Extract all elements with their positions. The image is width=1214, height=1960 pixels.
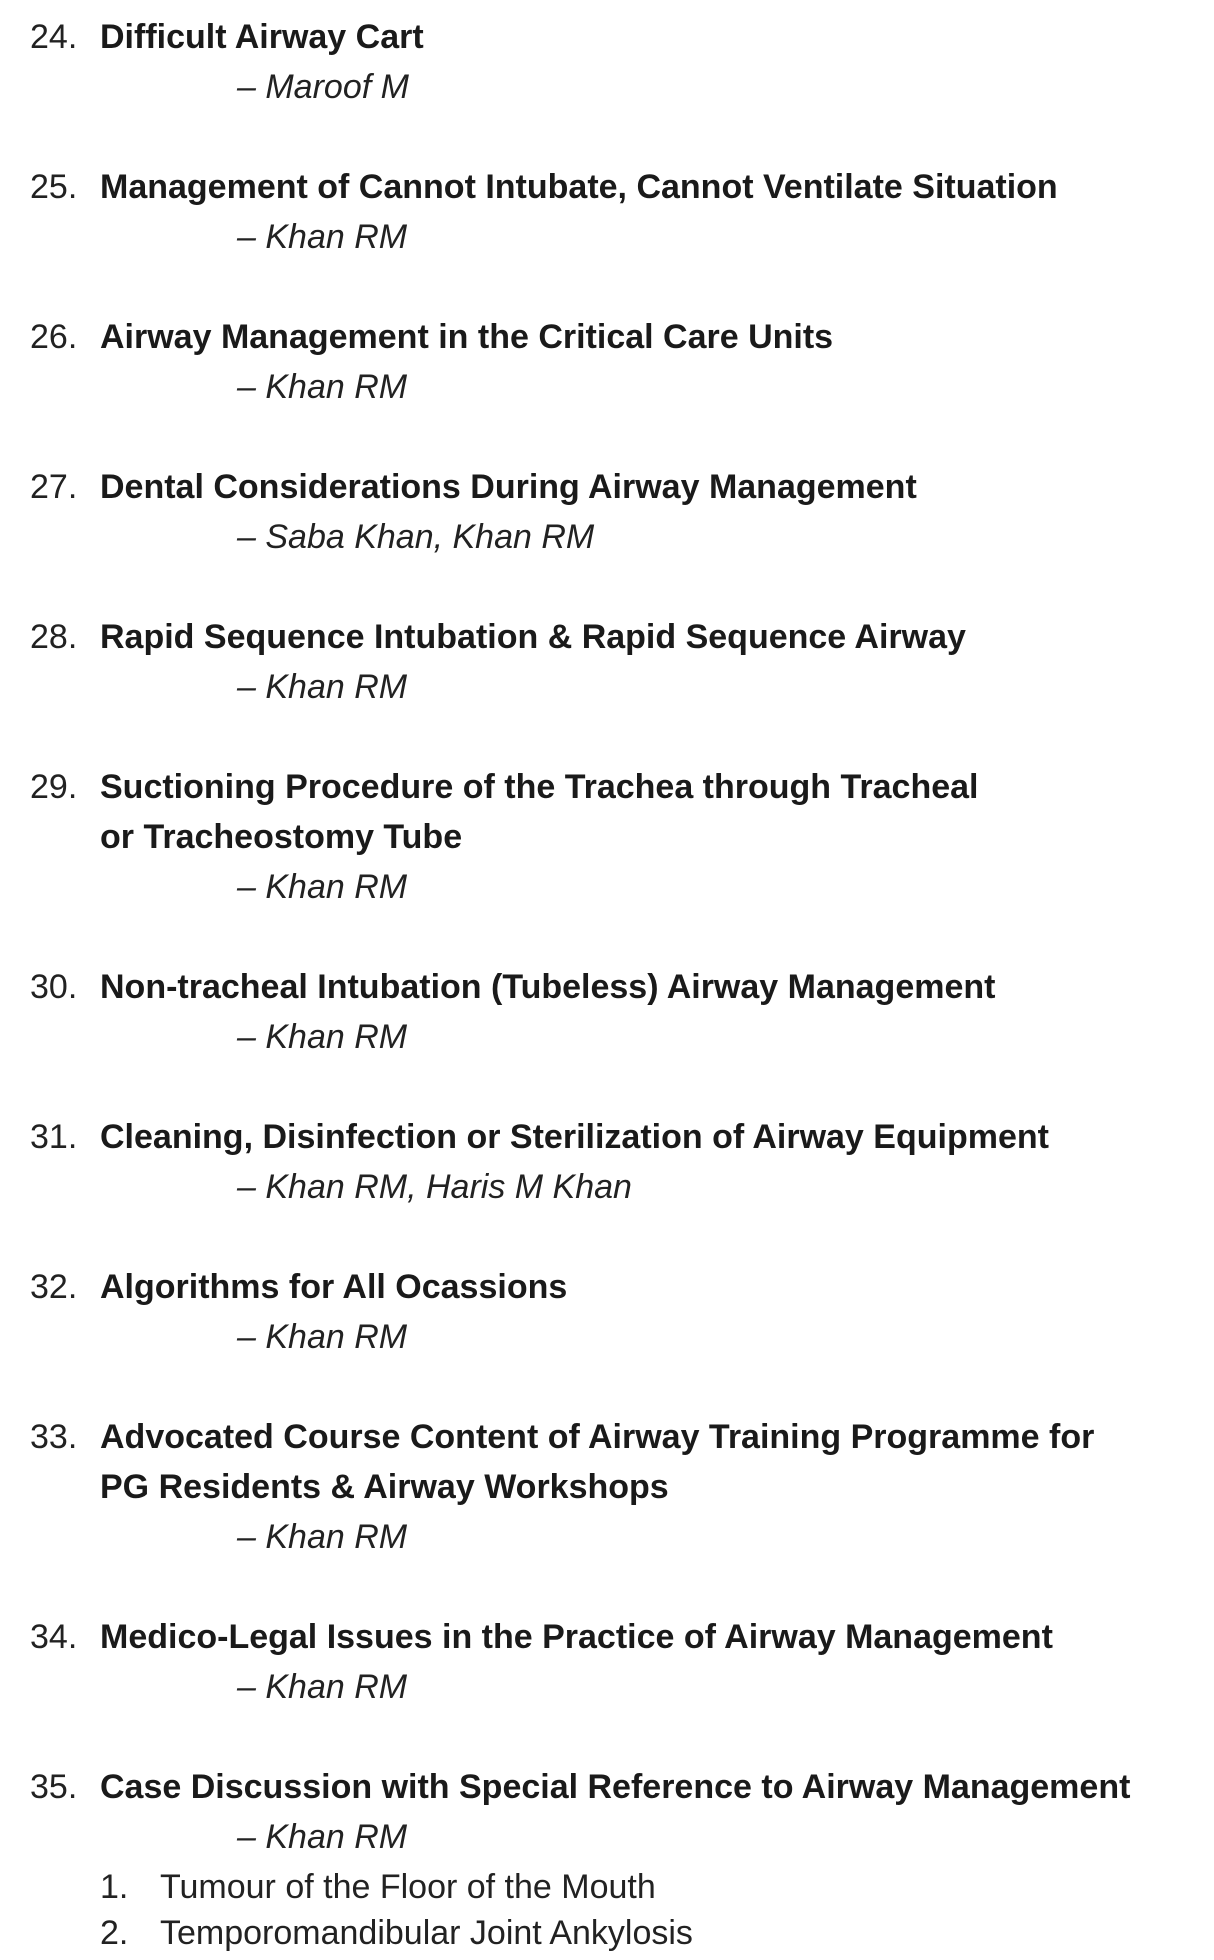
entry-author: – Khan RM: [237, 1318, 408, 1356]
toc-entry-31[interactable]: [0, 1112, 1214, 1212]
entry-author: – Khan RM: [237, 1518, 408, 1556]
entry-author: – Khan RM: [237, 368, 408, 406]
entry-title[interactable]: Case Discussion with Special Reference to Airway Management: [100, 1768, 1131, 1806]
entry-number: 25.: [30, 168, 78, 206]
entry-number: 34.: [30, 1618, 78, 1656]
toc-entry-28[interactable]: [0, 612, 1214, 712]
entry-title[interactable]: Dental Considerations During Airway Management: [100, 468, 917, 506]
entry-number: 24.: [30, 18, 78, 56]
entry-number: 32.: [30, 1268, 78, 1306]
entry-author: – Khan RM: [237, 1018, 408, 1056]
subitem-label[interactable]: Tumour of the Floor of the Mouth: [160, 1868, 656, 1906]
entry-number: 31.: [30, 1118, 78, 1156]
entry-number: 35.: [30, 1768, 78, 1806]
entry-title[interactable]: Management of Cannot Intubate, Cannot Ventilate Situation: [100, 168, 1058, 206]
entry-author: – Khan RM: [237, 668, 408, 706]
entry-title[interactable]: Difficult Airway Cart: [100, 18, 424, 56]
toc-entry-24[interactable]: [0, 12, 1214, 112]
toc-subitem-2[interactable]: [0, 1908, 1214, 1958]
entry-title[interactable]: Algorithms for All Ocassions: [100, 1268, 568, 1306]
entry-title[interactable]: Medico-Legal Issues in the Practice of Airway Management: [100, 1618, 1053, 1656]
entry-author: – Khan RM: [237, 868, 408, 906]
entry-number: 30.: [30, 968, 78, 1006]
entry-number: 33.: [30, 1418, 78, 1456]
subitem-label[interactable]: Temporomandibular Joint Ankylosis: [160, 1914, 693, 1952]
entry-author: – Khan RM: [237, 1668, 408, 1706]
toc-entry-35[interactable]: [0, 1762, 1214, 1862]
entry-number: 28.: [30, 618, 78, 656]
entry-title[interactable]: Advocated Course Content of Airway Training Programme for PG Residents & Airway Workshops: [100, 1418, 1095, 1506]
toc-entry-33[interactable]: [0, 1412, 1214, 1562]
entry-author: – Maroof M: [237, 68, 409, 106]
subitem-number: 1.: [100, 1868, 129, 1906]
entry-number: 26.: [30, 318, 78, 356]
entry-title[interactable]: Rapid Sequence Intubation & Rapid Sequence Airway: [100, 618, 966, 656]
entry-author: – Khan RM, Haris M Khan: [237, 1168, 632, 1206]
entry-author: – Saba Khan, Khan RM: [237, 518, 595, 556]
entry-author: – Khan RM: [237, 1818, 408, 1856]
entry-number: 27.: [30, 468, 78, 506]
toc-entry-34[interactable]: [0, 1612, 1214, 1712]
toc-entry-30[interactable]: [0, 962, 1214, 1062]
subitem-number: 2.: [100, 1914, 129, 1952]
toc-entry-26[interactable]: [0, 312, 1214, 412]
toc-entry-29[interactable]: [0, 762, 1214, 912]
toc-entry-27[interactable]: [0, 462, 1214, 562]
toc-entry-25[interactable]: [0, 162, 1214, 262]
toc-subitem-1[interactable]: [0, 1862, 1214, 1912]
entry-title[interactable]: Airway Management in the Critical Care Units: [100, 318, 834, 356]
toc-entry-32[interactable]: [0, 1262, 1214, 1362]
entry-title[interactable]: Non-tracheal Intubation (Tubeless) Airway Management: [100, 968, 996, 1006]
entry-author: – Khan RM: [237, 218, 408, 256]
entry-number: 29.: [30, 768, 78, 806]
entry-title[interactable]: Cleaning, Disinfection or Sterilization of Airway Equipment: [100, 1118, 1049, 1156]
entry-title[interactable]: Suctioning Procedure of the Trachea through Tracheal or Tracheostomy Tube: [100, 768, 979, 856]
